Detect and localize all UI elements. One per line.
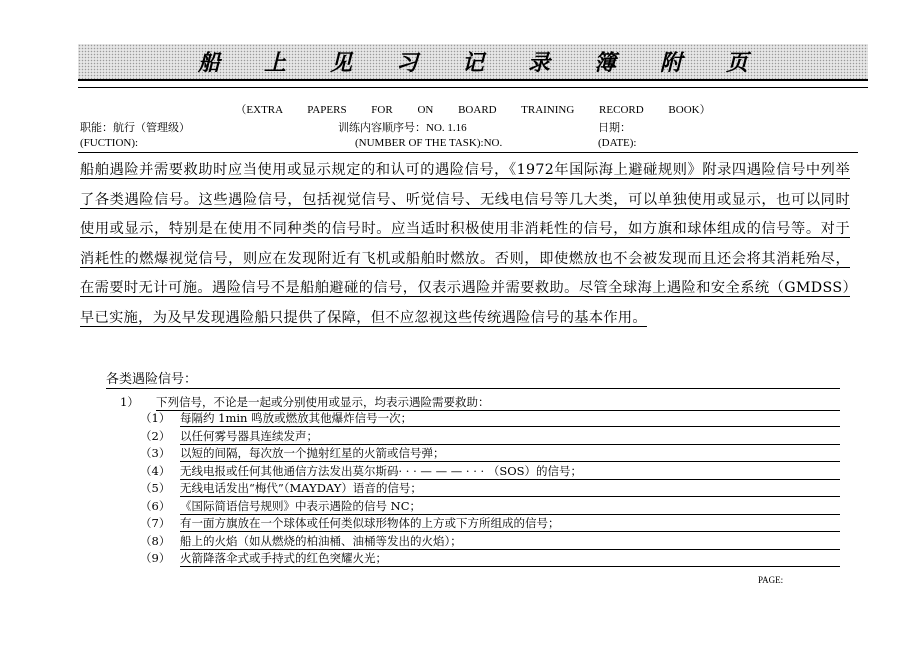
list-item [140,498,840,516]
list-item-text: 火箭降落伞式或手持式的红色突耀火光； [180,550,840,567]
list-item [140,463,840,481]
body-paragraph: 船舶遇险并需要救助时应当使用或显示规定的和认可的遇险信号，《1972年国际海上避碰规则》附录四遇险信号中列举了各类遇险信号。这些遇险信号，包括视觉信号、听觉信号、无线电信号等几大类，可以单独使用或显示，也可以同时使用或显示，特别是在使用不同种类的信号时。应当适时积极使用非消耗性的信号，如方旗和球体组成的信号等。对于消耗性的燃爆视觉信号，则应在发现附近有飞机或船舶时燃放。否则，即使燃放也不会被发现而且还会将其消耗殆尽，在需要时无计可施。遇险信号不是船舶避碰的信号，仅表示遇险并需要救助。尽管全球海上遇险和安全系统（GMDSS）早已实施，为及早发现遇险船只提供了保障，但不应忽视这些传统遇险信号的基本作用。 [80,162,850,326]
meta-divider [78,152,858,153]
function-label-cn: 职能：航行（管理级） [80,122,190,134]
title-divider [78,87,868,88]
list-item-number: （9） [140,551,171,565]
list-item-number: （7） [140,516,171,530]
list-item [140,428,840,446]
subtitle: （EXTRA PAPERS FOR ON BOARD TRAINING RECORD BOOK） [235,104,711,116]
list-item-number: （2） [140,428,171,443]
list-item-text: 《国际简语信号规则》中表示遇险的信号 NC； [180,498,840,515]
date-label-cn: 日期： [598,122,631,134]
section-heading: 各类遇险信号： [106,368,840,389]
page-title: 船上见习记录簿附页 [197,51,792,76]
list-item [140,533,840,551]
list-item-number: （1） [140,411,171,425]
list-item-text: 以任何雾号器具连续发声； [180,428,840,445]
list-item-text: 每隔约 1min 鸣放或燃放其他爆炸信号一次； [180,410,840,427]
date-label-en: (DATE): [598,137,637,149]
list-item-number: （3） [140,446,171,460]
list-item-number: （8） [140,533,171,548]
list-item-text: 以短的间隔，每次放一个抛射红星的火箭或信号弹； [180,445,840,462]
list-item-number: （5） [140,481,171,495]
page-number-label: PAGE: [758,575,784,585]
list-item [140,445,840,463]
list-item-text: 船上的火焰（如从燃烧的柏油桶、油桶等发出的火焰）； [180,533,840,550]
list-item [140,550,840,568]
list-item [140,410,840,428]
list-item-number: （4） [140,463,171,478]
list-item-text: 无线电报或任何其他通信方法发出莫尔斯码· · · — — — · · · （SOS）的信号； [180,463,840,480]
list-number: 1） [120,395,139,409]
list-item [140,515,840,533]
list-item [140,480,840,498]
list-item-number: （6） [140,498,171,513]
list-item-text: 无线电话发出“梅代”（MAYDAY）语音的信号； [180,480,840,497]
task-number-label-cn: 训练内容顺序号：NO. 1.16 [338,122,467,134]
list-intro: 下列信号，不论是一起或分别使用或显示，均表示遇险需要救助： [156,394,840,411]
distress-signal-list [140,410,840,568]
function-label-en: (FUCTION): [80,137,139,149]
list-item-text: 有一面方旗放在一个球体或任何类似球形物体的上方或下方所组成的信号； [180,515,840,532]
task-number-label-en: (NUMBER OF THE TASK):NO. [355,137,503,149]
title-banner [78,44,868,81]
